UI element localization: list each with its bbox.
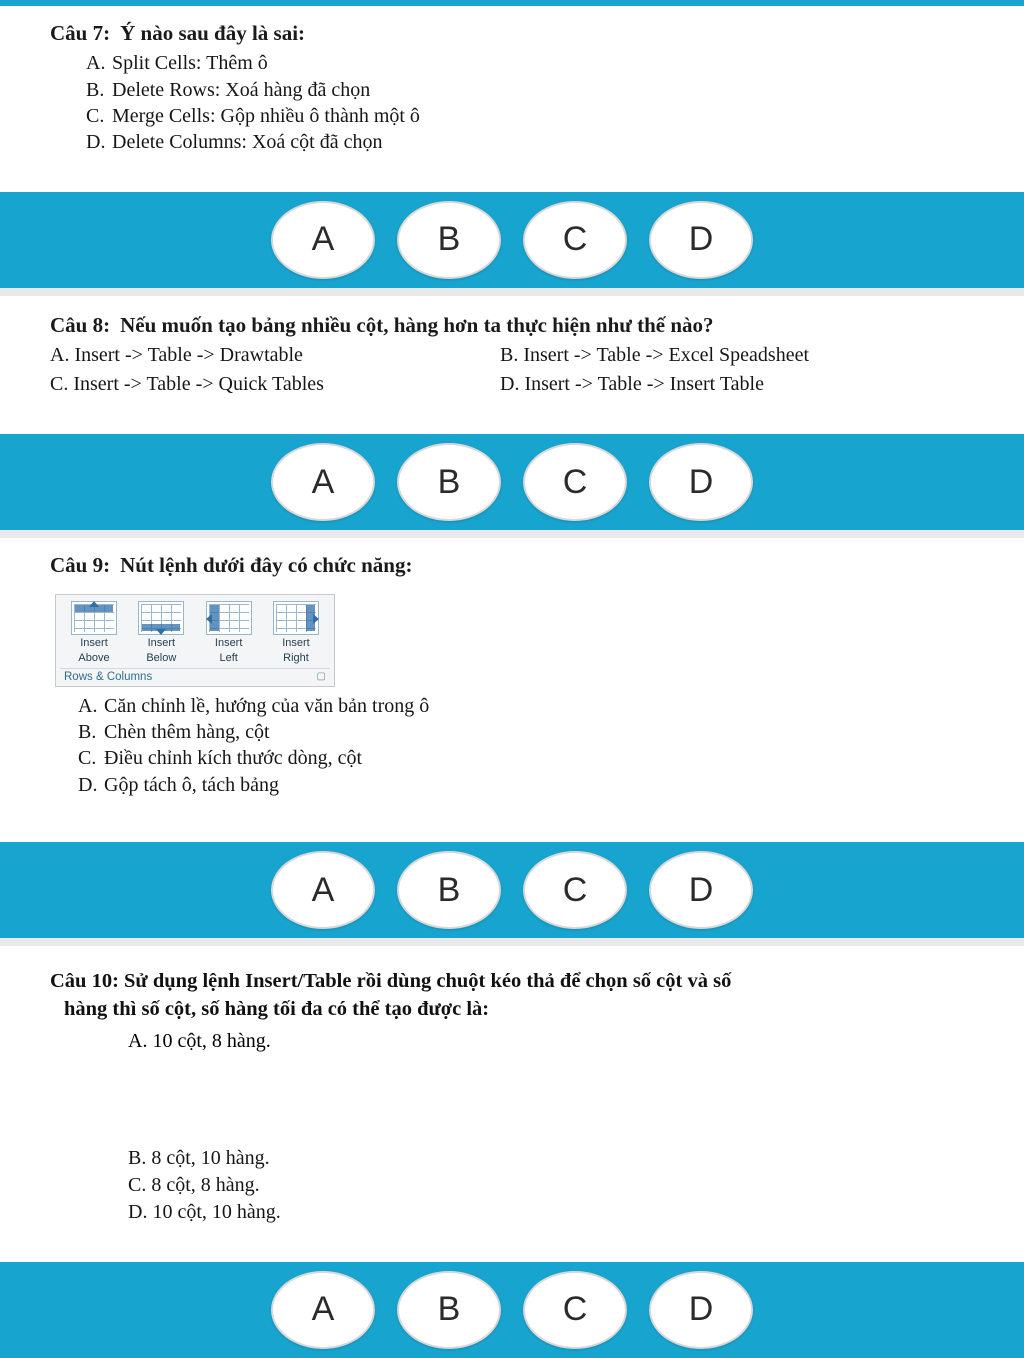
option-10-c[interactable]: [128, 1172, 1024, 1199]
option-7-c-text: Merge Cells: Gộp nhiều ô thành một ô: [112, 105, 420, 128]
option-9-c-text: Điều chỉnh kích thước dòng, cột: [104, 747, 363, 770]
option-9-c[interactable]: [78, 745, 1024, 771]
option-9-a-text: Căn chỉnh lề, hướng của văn bản trong ô: [104, 694, 430, 717]
answer-button-b-10[interactable]: B: [397, 1271, 501, 1349]
answer-button-d-10[interactable]: D: [649, 1271, 753, 1349]
answer-bar-8: [0, 434, 1024, 530]
divider-strip-2: [0, 530, 1024, 538]
option-8-c[interactable]: [50, 371, 500, 398]
answer-button-b-9[interactable]: B: [397, 851, 501, 929]
divider-strip-1: [0, 288, 1024, 296]
answer-button-d-8[interactable]: D: [649, 443, 753, 521]
option-9-b[interactable]: [78, 719, 1024, 745]
answer-button-b-8[interactable]: B: [397, 443, 501, 521]
option-7-a-letter: A.: [86, 52, 106, 75]
option-8-d[interactable]: [500, 371, 984, 398]
question-10-text-line1: Câu 10: Sử dụng lệnh Insert/Table rồi dùng chuột kéo thả để chọn số cột và số: [50, 970, 732, 993]
ribbon-screenshot: [55, 594, 335, 686]
option-8-d-letter: D.: [500, 373, 520, 396]
answer-button-a-8[interactable]: A: [271, 443, 375, 521]
option-8-b[interactable]: [500, 342, 984, 369]
option-10-b[interactable]: [128, 1145, 1024, 1172]
answer-button-a-10[interactable]: A: [271, 1271, 375, 1349]
option-9-d-text: Gộp tách ô, tách bảng: [104, 773, 279, 796]
option-7-d-text: Delete Columns: Xoá cột đã chọn: [112, 131, 383, 154]
option-10-b-letter: B.: [128, 1146, 147, 1169]
answer-bar-9: [0, 842, 1024, 938]
option-7-b-letter: B.: [86, 78, 105, 101]
answer-button-c-10[interactable]: C: [523, 1271, 627, 1349]
option-10-c-letter: C.: [128, 1173, 147, 1196]
question-9-text: Nút lệnh dưới đây có chức năng:: [120, 553, 413, 578]
question-9-options: [0, 693, 1024, 799]
option-7-b-text: Delete Rows: Xoá hàng đã chọn: [112, 78, 371, 101]
ribbon-item-insert-above[interactable]: [62, 601, 126, 664]
question-10-options-rest: [0, 1145, 1024, 1226]
question-7-label: Câu 7:: [50, 21, 111, 45]
answer-bar-7: [0, 192, 1024, 288]
option-9-a[interactable]: [78, 693, 1024, 719]
question-8-title: [50, 312, 984, 338]
answer-button-c-8[interactable]: C: [523, 443, 627, 521]
option-10-a[interactable]: [0, 1030, 1024, 1053]
question-10-title: [0, 968, 1024, 1023]
option-8-d-text: Insert -> Table -> Insert Table: [524, 373, 764, 396]
question-9-title: [50, 552, 984, 578]
option-7-d-letter: D.: [86, 131, 106, 154]
answer-button-c-9[interactable]: C: [523, 851, 627, 929]
question-7-options: [50, 50, 984, 156]
option-8-a-letter: A.: [50, 344, 70, 367]
insert-left-icon: [206, 601, 252, 635]
question-8-label: Câu 8:: [50, 312, 111, 337]
divider-strip-3: [0, 938, 1024, 946]
option-8-a[interactable]: [50, 342, 500, 369]
insert-right-icon: [273, 601, 319, 635]
answer-button-c-7[interactable]: C: [523, 201, 627, 279]
ribbon-label-insert-left-1: Insert: [214, 637, 243, 650]
question-7-text: Ý nào sau đây là sai:: [120, 21, 306, 45]
question-block-9: [0, 538, 1024, 842]
ribbon-item-insert-right[interactable]: [264, 601, 328, 664]
answer-bar-10: [0, 1262, 1024, 1358]
option-9-c-letter: C.: [78, 747, 97, 770]
option-10-d[interactable]: [128, 1199, 1024, 1226]
question-10-image-placeholder: [0, 1053, 1024, 1145]
option-10-a-letter: A.: [128, 1029, 148, 1052]
ribbon-buttons-row: [60, 599, 330, 664]
ribbon-group-label: Rows & Columns: [64, 670, 153, 683]
ribbon-label-insert-above-1: Insert: [80, 637, 108, 650]
option-7-c[interactable]: [50, 103, 984, 129]
question-10-text-line2: hàng thì số cột, số hàng tối đa có thể tạo được là:: [64, 997, 490, 1020]
question-block-8: [0, 296, 1024, 434]
option-8-a-text: Insert -> Table -> Drawtable: [74, 344, 303, 367]
ribbon-group-footer: [60, 668, 330, 684]
ribbon-label-insert-below-2: Below: [146, 651, 177, 664]
option-10-b-text: 8 cột, 10 hàng.: [151, 1146, 270, 1169]
ribbon-label-insert-left-2: Left: [219, 651, 238, 664]
option-7-a[interactable]: [50, 50, 984, 76]
insert-below-icon: [138, 601, 184, 635]
option-8-c-text: Insert -> Table -> Quick Tables: [73, 373, 324, 396]
option-7-b[interactable]: [50, 77, 984, 103]
dialog-launcher-icon[interactable]: ▢: [316, 671, 326, 683]
answer-button-d-9[interactable]: D: [649, 851, 753, 929]
ribbon-item-insert-below[interactable]: [129, 601, 193, 664]
option-7-c-letter: C.: [86, 105, 105, 128]
option-9-d[interactable]: [78, 772, 1024, 798]
option-7-d[interactable]: [50, 129, 984, 155]
answer-button-a-7[interactable]: A: [271, 201, 375, 279]
ribbon-label-insert-right-2: Right: [283, 651, 309, 664]
option-7-a-text: Split Cells: Thêm ô: [112, 52, 268, 75]
question-9-label: Câu 9:: [50, 553, 111, 578]
ribbon-item-insert-left[interactable]: [197, 601, 261, 664]
option-9-b-text: Chèn thêm hàng, cột: [104, 720, 270, 743]
option-9-b-letter: B.: [78, 720, 97, 743]
option-9-a-letter: A.: [78, 694, 98, 717]
ribbon-label-insert-right-1: Insert: [282, 637, 310, 650]
option-10-d-letter: D.: [128, 1200, 148, 1223]
option-9-d-letter: D.: [78, 773, 98, 796]
option-10-c-text: 8 cột, 8 hàng.: [151, 1173, 260, 1196]
question-block-7: [0, 6, 1024, 192]
answer-button-d-7[interactable]: D: [649, 201, 753, 279]
ribbon-label-insert-above-2: Above: [78, 651, 110, 664]
option-8-b-text: Insert -> Table -> Excel Speadsheet: [523, 344, 810, 367]
question-8-options: [50, 342, 984, 398]
option-10-a-text: 10 cột, 8 hàng.: [152, 1029, 271, 1052]
question-8-text: Nếu muốn tạo bảng nhiều cột, hàng hơn ta thực hiện như thế nào?: [120, 312, 714, 337]
option-8-c-letter: C.: [50, 373, 69, 396]
option-10-d-text: 10 cột, 10 hàng.: [152, 1200, 281, 1223]
answer-button-a-9[interactable]: A: [271, 851, 375, 929]
ribbon-label-insert-below-1: Insert: [147, 637, 176, 650]
question-7-title: [50, 20, 984, 46]
answer-button-b-7[interactable]: B: [397, 201, 501, 279]
question-block-10: [0, 946, 1024, 1261]
insert-above-icon: [71, 601, 117, 635]
option-8-b-letter: B.: [500, 344, 519, 367]
